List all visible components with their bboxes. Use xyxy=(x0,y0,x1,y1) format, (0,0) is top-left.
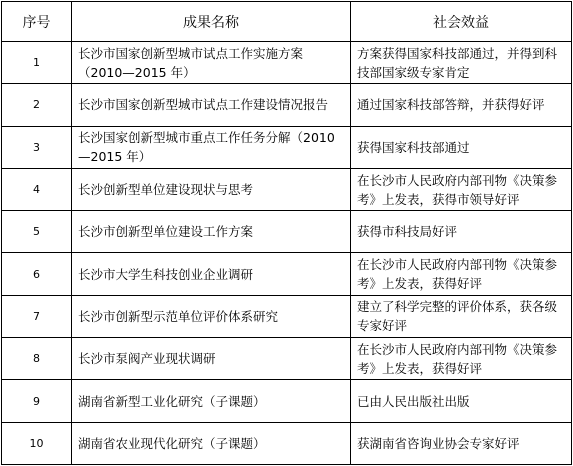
row-no: 5 xyxy=(2,211,72,253)
table-body xyxy=(2,42,572,465)
row-name: 长沙市国家创新型城市试点工作建设情况报告 xyxy=(72,84,351,126)
row-no: 4 xyxy=(2,168,72,210)
header-row xyxy=(2,2,572,42)
row-benefit: 通过国家科技部答辩，并获得好评 xyxy=(351,84,572,126)
row-benefit: 在长沙市人民政府内部刊物《决策参考》上发表，获得好评 xyxy=(351,338,572,380)
row-benefit: 在长沙市人民政府内部刊物《决策参考》上发表，获得好评 xyxy=(351,253,572,295)
table-row xyxy=(2,168,572,210)
row-name: 湖南省农业现代化研究（子课题） xyxy=(72,422,351,464)
header-benefit: 社会效益 xyxy=(351,2,572,42)
row-no: 2 xyxy=(2,84,72,126)
row-name: 长沙国家创新型城市重点工作任务分解（2010—2015 年） xyxy=(72,126,351,168)
table-row xyxy=(2,126,572,168)
row-no: 9 xyxy=(2,380,72,422)
row-benefit: 在长沙市人民政府内部刊物《决策参考》上发表，获得市领导好评 xyxy=(351,168,572,210)
row-name: 长沙市创新型单位建设工作方案 xyxy=(72,211,351,253)
table-row xyxy=(2,84,572,126)
row-benefit: 方案获得国家科技部通过，并得到科技部国家级专家肯定 xyxy=(351,42,572,84)
row-name: 长沙创新型单位建设现状与思考 xyxy=(72,168,351,210)
table-row xyxy=(2,42,572,84)
table-row xyxy=(2,253,572,295)
row-no: 1 xyxy=(2,42,72,84)
row-name: 湖南省新型工业化研究（子课题） xyxy=(72,380,351,422)
row-name: 长沙市泵阀产业现状调研 xyxy=(72,338,351,380)
row-name: 长沙市国家创新型城市试点工作实施方案（2010—2015 年） xyxy=(72,42,351,84)
row-benefit: 已由人民出版社出版 xyxy=(351,380,572,422)
table-row xyxy=(2,422,572,464)
row-no: 3 xyxy=(2,126,72,168)
header-no: 序号 xyxy=(2,2,72,42)
row-name: 长沙市创新型示范单位评价体系研究 xyxy=(72,295,351,337)
row-benefit: 获得国家科技部通过 xyxy=(351,126,572,168)
header-name: 成果名称 xyxy=(72,2,351,42)
row-no: 7 xyxy=(2,295,72,337)
results-table xyxy=(1,1,572,465)
table-row xyxy=(2,338,572,380)
row-benefit: 建立了科学完整的评价体系，获各级专家好评 xyxy=(351,295,572,337)
row-no: 10 xyxy=(2,422,72,464)
row-benefit: 获湖南省咨询业协会专家好评 xyxy=(351,422,572,464)
row-benefit: 获得市科技局好评 xyxy=(351,211,572,253)
table-row xyxy=(2,211,572,253)
table-row xyxy=(2,380,572,422)
table-header xyxy=(2,2,572,42)
row-no: 8 xyxy=(2,338,72,380)
row-no: 6 xyxy=(2,253,72,295)
table-row xyxy=(2,295,572,337)
row-name: 长沙市大学生科技创业企业调研 xyxy=(72,253,351,295)
